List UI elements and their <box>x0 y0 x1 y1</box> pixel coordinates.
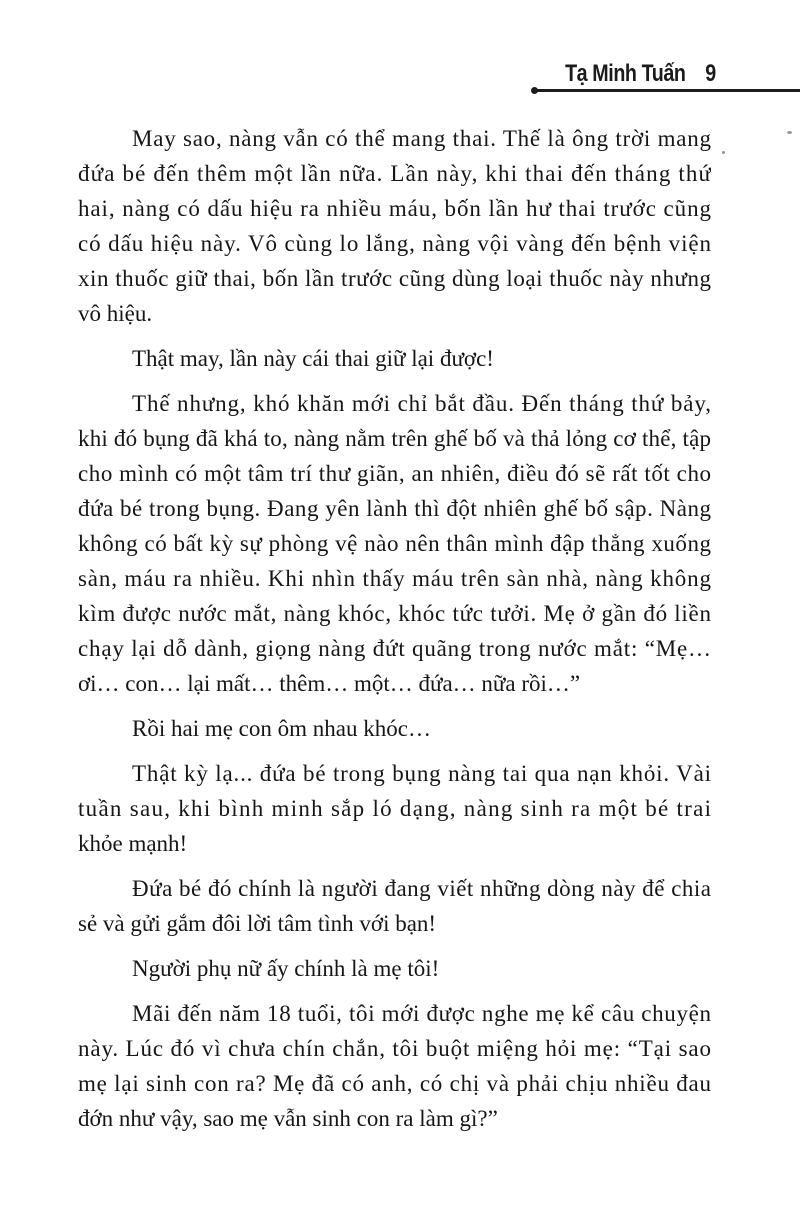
svg-text:đứa bé đến thêm một lần nữa. L: đứa bé đến thêm một lần nữa. Lần này, khi thai đến tháng thứ <box>78 161 711 186</box>
text-line <box>78 340 711 375</box>
paragraph <box>78 385 711 700</box>
text-line <box>78 120 711 155</box>
svg-text:May sao, nàng vẫn có thể mang: May sao, nàng vẫn có thể mang thai. Thế là ông trời mang <box>132 126 711 151</box>
svg-text:tuần sau, khi bình minh sắp ló: tuần sau, khi bình minh sắp ló dạng, nàng sinh ra một bé trai <box>78 796 711 821</box>
text-line <box>78 1100 711 1135</box>
svg-text:sàn, máu ra nhiều. Khi nhìn th: sàn, máu ra nhiều. Khi nhìn thấy máu trên sàn nhà, nàng không <box>78 566 711 591</box>
svg-text:Đứa bé đó chính là người đang: Đứa bé đó chính là người đang viết những dòng này để chia <box>132 876 711 901</box>
text-line <box>78 595 711 630</box>
text-line <box>78 225 711 260</box>
text-line <box>78 950 711 985</box>
text-line <box>78 665 711 700</box>
text-line <box>78 630 711 665</box>
svg-text:này. Lúc đó vì chưa chín chắn,: này. Lúc đó vì chưa chín chắn, tôi buột miệng hỏi mẹ: “Tại sao <box>78 1036 711 1061</box>
scan-speckle <box>787 131 792 134</box>
text-line <box>78 190 711 225</box>
svg-text:sẻ và gửi gắm đôi lời tâm tình: sẻ và gửi gắm đôi lời tâm tình với bạn! <box>78 911 437 936</box>
text-line <box>78 560 711 595</box>
svg-text:Thật may, lần này cái thai giữ: Thật may, lần này cái thai giữ lại được! <box>132 346 494 371</box>
svg-text:Mãi đến năm 18 tuổi, tôi mới đ: Mãi đến năm 18 tuổi, tôi mới được nghe mẹ kể câu chuyện <box>132 1001 711 1026</box>
text-line <box>78 525 711 560</box>
svg-text:đứa bé trong bụng. Đang yên là: đứa bé trong bụng. Đang yên lành thì đột nhiên ghế bố sập. Nàng <box>78 496 711 521</box>
svg-text:xin thuốc giữ thai, bốn lần tr: xin thuốc giữ thai, bốn lần trước cũng dùng loại thuốc này nhưng <box>78 266 711 291</box>
text-line <box>78 870 711 905</box>
svg-text:ơi… con… lại mất… thêm… một… đ: ơi… con… lại mất… thêm… một… đứa… nữa rồi…” <box>78 671 581 696</box>
scan-speckle <box>722 151 725 154</box>
text-line <box>78 1065 711 1100</box>
page-body <box>78 120 711 1145</box>
text-line <box>78 455 711 490</box>
text-line <box>78 1030 711 1065</box>
running-head-author: Tạ Minh Tuấn <box>565 60 686 87</box>
text-line <box>78 490 711 525</box>
header-rule <box>533 89 800 92</box>
text-line <box>78 790 711 825</box>
svg-text:Thật kỳ lạ... đứa bé trong bụn: Thật kỳ lạ... đứa bé trong bụng nàng tai qua nạn khỏi. Vài <box>132 761 711 786</box>
text-line <box>78 385 711 420</box>
svg-text:đớn như vậy, sao mẹ vẫn sinh c: đớn như vậy, sao mẹ vẫn sinh con ra làm gì?” <box>78 1106 498 1131</box>
text-line <box>78 905 711 940</box>
svg-text:không có bất kỳ sự phòng vệ nà: không có bất kỳ sự phòng vệ nào nên thân mình đập thẳng xuống <box>78 531 711 556</box>
text-line <box>78 710 711 745</box>
page-number: 9 <box>705 60 716 87</box>
svg-text:khỏe mạnh!: khỏe mạnh! <box>78 831 188 856</box>
page-header <box>565 60 716 88</box>
svg-text:kìm được nước mắt, nàng khóc,: kìm được nước mắt, nàng khóc, khóc tức tưởi. Mẹ ở gần đó liền <box>78 601 711 626</box>
svg-text:Người phụ nữ ấy chính là mẹ tô: Người phụ nữ ấy chính là mẹ tôi! <box>132 956 440 981</box>
svg-text:có dấu hiệu này. Vô cùng lo lắ: có dấu hiệu này. Vô cùng lo lắng, nàng vội vàng đến bệnh viện <box>78 231 711 256</box>
svg-text:chạy lại dỗ dành, giọng nàng đ: chạy lại dỗ dành, giọng nàng đứt quãng trong nước mắt: “Mẹ… <box>78 636 711 661</box>
text-line <box>78 825 711 860</box>
paragraph <box>78 340 711 375</box>
paragraph <box>78 710 711 745</box>
svg-text:vô hiệu.: vô hiệu. <box>78 301 153 326</box>
paragraph <box>78 120 711 330</box>
svg-text:cho mình có một tâm trí thư gi: cho mình có một tâm trí thư giãn, an nhiên, điều đó sẽ rất tốt cho <box>78 461 711 486</box>
text-line <box>78 295 711 330</box>
paragraph <box>78 870 711 940</box>
paragraph <box>78 755 711 860</box>
text-line <box>78 995 711 1030</box>
text-line <box>78 420 711 455</box>
text-line <box>78 755 711 790</box>
svg-text:khi đó bụng đã khá to, nàng nằ: khi đó bụng đã khá to, nàng nằm trên ghế bố và thả lỏng cơ thể, tập <box>78 426 711 451</box>
svg-text:Thế nhưng, khó khăn mới chỉ bắ: Thế nhưng, khó khăn mới chỉ bắt đầu. Đến tháng thứ bảy, <box>132 391 711 416</box>
rule-end-dot <box>531 87 538 94</box>
svg-text:hai, nàng có dấu hiệu ra nhiều: hai, nàng có dấu hiệu ra nhiều máu, bốn lần hư thai trước cũng <box>78 196 711 221</box>
text-line <box>78 155 711 190</box>
text-line <box>78 260 711 295</box>
paragraph <box>78 995 711 1135</box>
svg-text:mẹ lại sinh con ra? Mẹ đã có a: mẹ lại sinh con ra? Mẹ đã có anh, có chị và phải chịu nhiều đau <box>78 1071 711 1096</box>
paragraph <box>78 950 711 985</box>
svg-text:Rồi hai mẹ con ôm nhau khóc…: Rồi hai mẹ con ôm nhau khóc… <box>132 716 431 741</box>
